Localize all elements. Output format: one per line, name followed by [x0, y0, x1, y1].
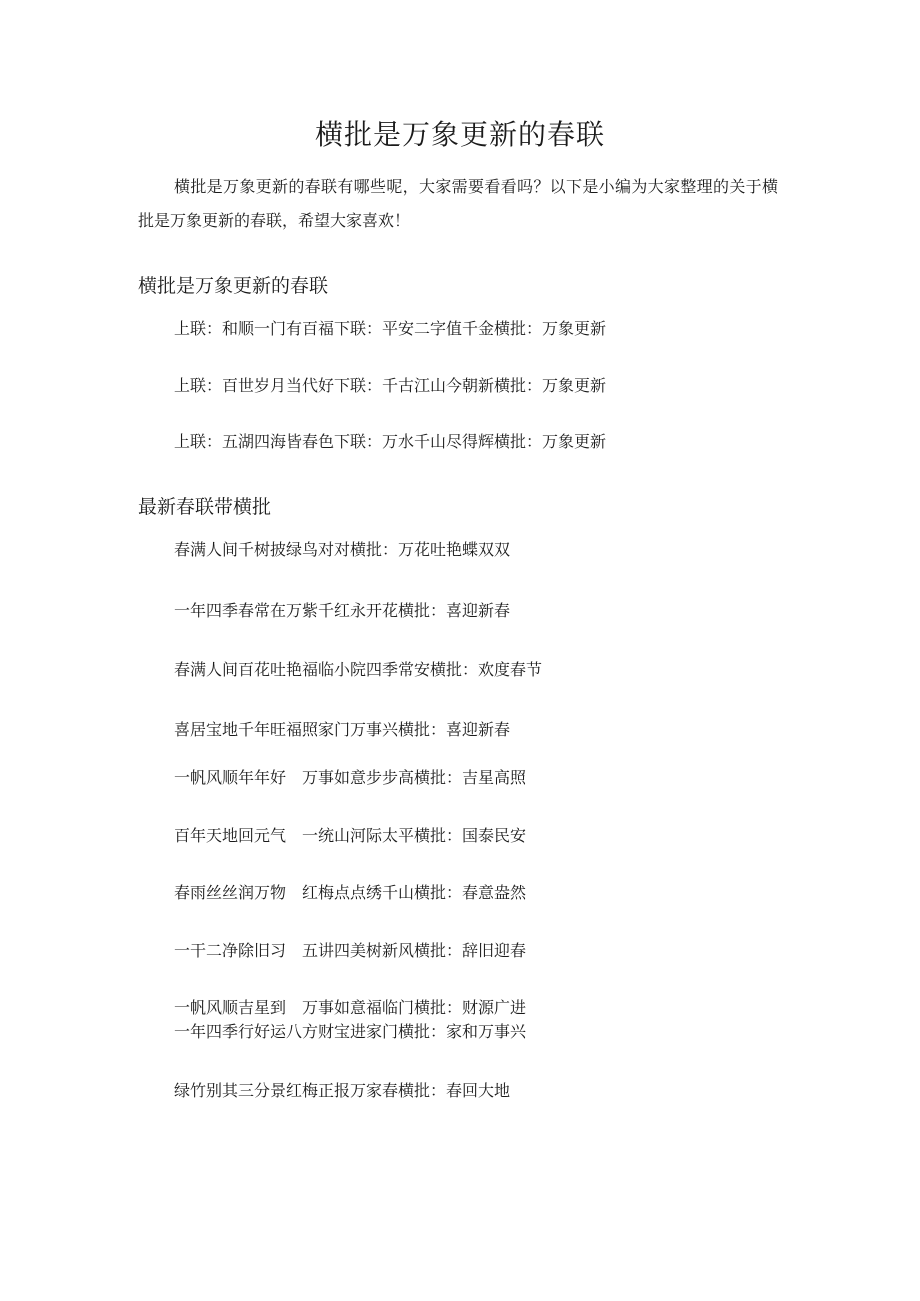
couplet-line: 上联：百世岁月当代好下联：千古江山今朝新横批：万象更新: [174, 376, 607, 395]
couplet-line: 一年四季春常在万紫千红永开花横批：喜迎新春: [174, 601, 511, 620]
couplet-line: 绿竹别其三分景红梅正报万家春横批：春回大地: [174, 1081, 511, 1100]
page-title: 横批是万象更新的春联: [314, 118, 605, 151]
couplet-line: 一年四季行好运八方财宝进家门横批：家和万事兴: [174, 1022, 527, 1041]
section-heading-1: 横批是万象更新的春联: [138, 275, 329, 297]
couplet-line: 一帆风顺年年好 万事如意步步高横批：吉星高照: [174, 768, 527, 787]
couplet-line: 春雨丝丝润万物 红梅点点绣千山横批：春意盎然: [174, 883, 527, 902]
couplet-line: 春满人间百花吐艳福临小院四季常安横批：欢度春节: [174, 660, 543, 679]
couplet-line: 一干二净除旧习 五讲四美树新风横批：辞旧迎春: [174, 941, 527, 960]
couplet-line: 百年天地回元气 一统山河际太平横批：国泰民安: [174, 826, 527, 845]
intro-paragraph: 横批是万象更新的春联有哪些呢，大家需要看看吗？以下是小编为大家整理的关于横批是万象更新的春联，希望大家喜欢！: [138, 177, 778, 230]
section-heading-2: 最新春联带横批: [138, 496, 272, 518]
couplet-line: 上联：五湖四海皆春色下联：万水千山尽得辉横批：万象更新: [174, 432, 607, 451]
couplet-line: 上联：和顺一门有百福下联：平安二字值千金横批：万象更新: [174, 319, 607, 338]
couplet-line: 一帆风顺吉星到 万事如意福临门横批：财源广进: [174, 998, 527, 1017]
couplet-line: 喜居宝地千年旺福照家门万事兴横批：喜迎新春: [174, 720, 511, 739]
couplet-line: 春满人间千树披绿鸟对对横批：万花吐艳蝶双双: [174, 540, 511, 559]
